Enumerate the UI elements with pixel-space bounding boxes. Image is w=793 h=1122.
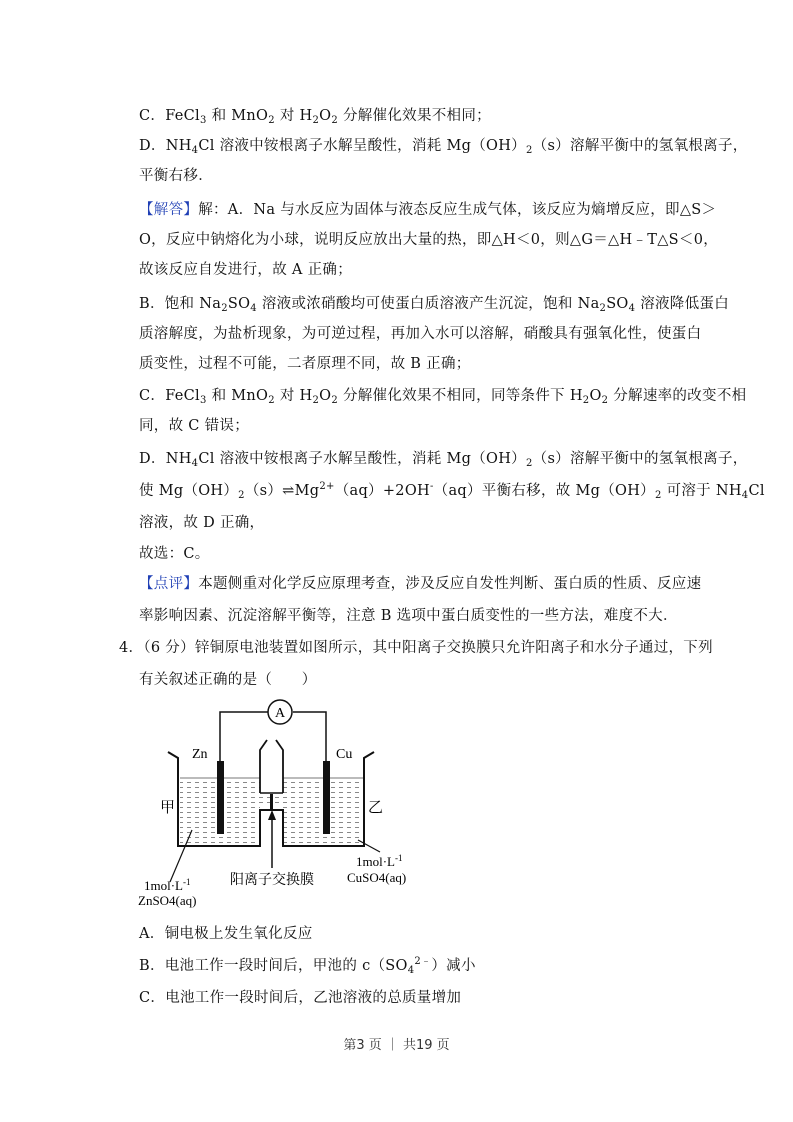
option-a: A．铜电极上发生氧化反应	[139, 926, 313, 942]
question-4-stem: 4．（6 分）锌铜原电池装置如图所示，其中阳离子交换膜只允许阳离子和水分子通过，下列	[119, 640, 713, 656]
review-tag: 【点评】	[139, 576, 199, 592]
review-line-1: 【点评】本题侧重对化学反应原理考查，涉及反应自发性判断、蛋白质的性质、反应速	[139, 576, 702, 592]
option-d-recap-cont: 平衡右移．	[139, 168, 213, 184]
option-c-recap: C．FeCl$_3$ 和 MnO$_2$ 对 $H_2O_2$ 分解催化效果不相同；	[139, 108, 491, 126]
cu-electrode	[323, 761, 330, 834]
right-concentration: $1mol\cdot L^{-1}$	[356, 853, 403, 869]
galvanic-cell-diagram	[130, 690, 430, 910]
answer-line-3: 故该反应自发进行，故 A 正确；	[139, 262, 352, 278]
option-d-recap: D．$NH_4Cl$ 溶液中铵根离子水解呈酸性，消耗 $Mg(OH)_2(s)$溶解平衡中的氢氧根离子，	[139, 138, 748, 156]
zn-label: Zn	[192, 747, 208, 762]
left-solution-label: ZnSO4(aq)	[138, 893, 197, 908]
left-concentration: $1mol\cdot L^{-1}$	[144, 877, 191, 893]
ammeter-label: A	[274, 706, 286, 721]
wire-right	[293, 712, 326, 761]
cell-jia-label: 甲	[160, 800, 176, 816]
page-footer: 第3 页 ｜ 共19 页	[343, 1038, 450, 1053]
zn-electrode	[217, 761, 224, 834]
question-4-stem-cont: 有关叙述正确的是（ ）	[139, 672, 317, 688]
membrane	[270, 794, 273, 809]
answer-line-2: O，反应中钠熔化为小球，说明反应放出大量的热，即△H＜0，则△G＝△H﹣T△S＜0，	[139, 232, 719, 248]
option-c: C．电池工作一段时间后，乙池溶液的总质量增加	[139, 990, 462, 1006]
review-line-2: 率影响因素、沉淀溶解平衡等，注意 B 选项中蛋白质变性的一些方法，难度不大．	[139, 608, 678, 624]
answer-line-1: 【解答】解：A．Na 与水反应为固体与液态反应生成气体，该反应为熵增反应，即△S＞	[139, 202, 717, 218]
answer-d-line-1: D．$NH_4Cl$ 溶液中铵根离子水解呈酸性，消耗 $Mg(OH)_2(s)$溶解平衡中的氢氧根离子，	[139, 451, 748, 469]
answer-d-line-3: 溶液，故 D 正确，	[139, 515, 265, 531]
answer-choice: 故选：C。	[139, 546, 210, 562]
membrane-label: 阳离子交换膜	[230, 873, 314, 888]
cell-yi-label: 乙	[368, 800, 384, 816]
answer-c-line-2: 同，故 C 错误；	[139, 418, 250, 434]
right-solution-label: CuSO4(aq)	[347, 870, 407, 885]
option-b: B．电池工作一段时间后，甲池的 $c(SO_4^{2﹣})$减小	[139, 956, 476, 976]
cu-label: Cu	[336, 747, 353, 762]
answer-b-line-3: 质变性，过程不可能，二者原理不同，故 B 正确；	[139, 356, 471, 372]
answer-b-line-1: B．饱和 $Na_2SO_4$ 溶液或浓硝酸均可使蛋白质溶液产生沉淀，饱和 $Na_2SO_4$ 溶液降低蛋白	[139, 296, 730, 314]
answer-tag: 【解答】	[139, 202, 199, 218]
answer-b-line-2: 质溶解度，为盐析现象，为可逆过程，再加入水可以溶解，硝酸具有强氧化性，使蛋白	[139, 326, 702, 342]
answer-c-line-1: C．FeCl$_3$ 和 MnO$_2$ 对 $H_2O_2$ 分解催化效果不相同，同等条件下 $H_2O_2$ 分解速率的改变不相	[139, 388, 747, 406]
answer-d-line-2: 使 $Mg(OH)_2(s)\rightleftharpoons Mg^{2+}(aq)+2OH^-(aq)$平衡右移，故 $Mg(OH)_2$ 可溶于 $NH_4Cl$	[139, 481, 765, 501]
